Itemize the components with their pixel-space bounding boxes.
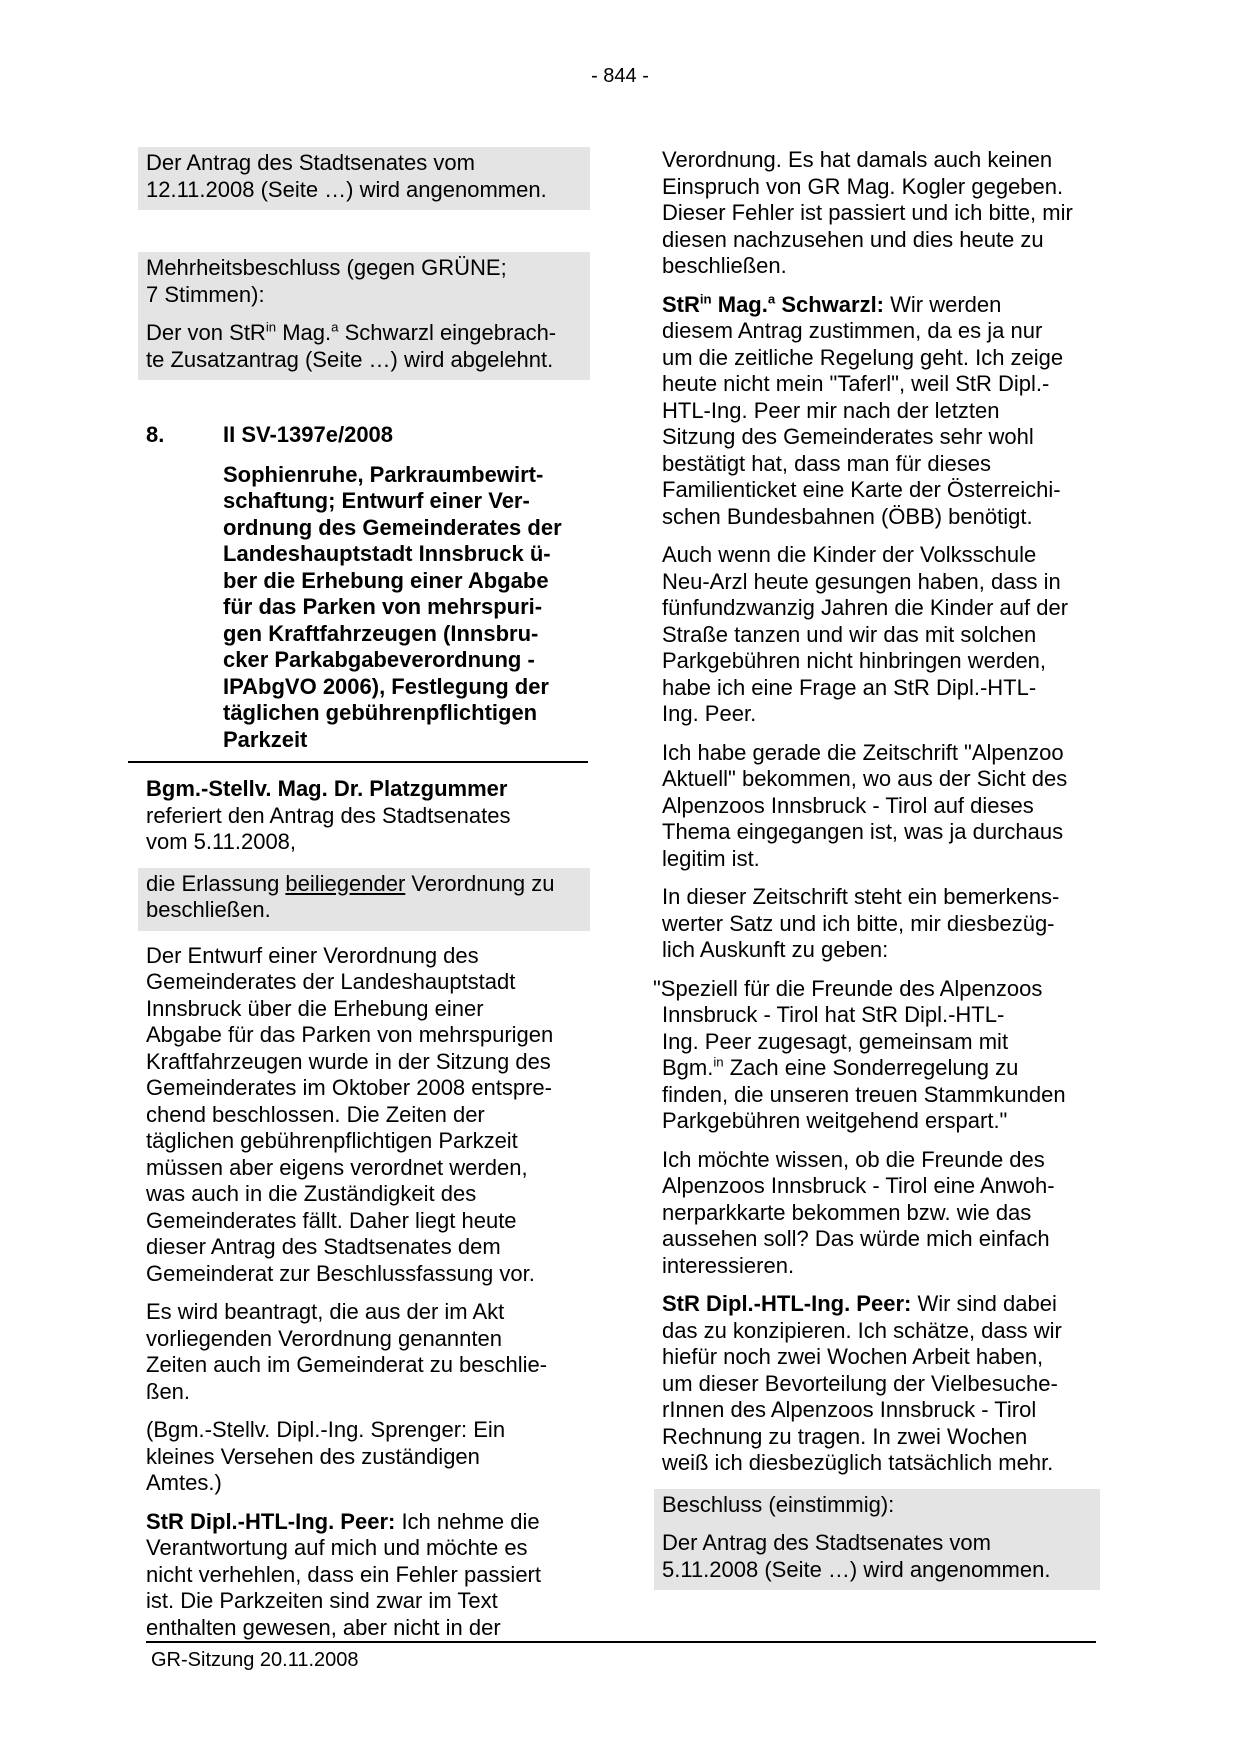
text-run: ist. Die Parkzeiten sind zwar im Text (146, 1588, 498, 1613)
text-run: Ich möchte wissen, ob die Freunde des (662, 1146, 1045, 1172)
text-run: Verordnung zu (405, 870, 555, 896)
text-run: Es wird beantragt, die aus der im Akt (146, 1299, 505, 1324)
question-anwohnerparkkarte (662, 1147, 1100, 1280)
text-run: Innsbruck über die Erhebung einer (146, 995, 484, 1021)
text-run: vom 5.11.2008, (146, 829, 297, 854)
text-run: Der Antrag des Stadtsenates vom (146, 150, 475, 175)
text-run: Aktuell" bekommen, wo aus der Sicht des (662, 766, 1068, 791)
text-run: Alpenzoos Innsbruck - Tirol auf dieses (662, 792, 1034, 818)
sprenger-interjection (146, 1417, 590, 1497)
text-run: cker Parkabgabeverordnung - (223, 647, 535, 672)
text-run: te Zusatzantrag (Seite …) wird abgelehnt. (146, 346, 554, 372)
text-run: Ich habe gerade die Zeitschrift "Alpenzoo (662, 739, 1064, 765)
text-run: Kraftfahrzeugen wurde in der Sitzung des (146, 1048, 551, 1074)
text-run: StR Dipl.-HTL-Ing. Peer: (662, 1291, 912, 1316)
platzgummer-statement (146, 776, 590, 856)
text-run: Einspruch von GR Mag. Kogler gegeben. (662, 173, 1064, 199)
text-run: Alpenzoos Innsbruck - Tirol eine Anwoh- (662, 1173, 1055, 1198)
text-run: beiliegender (285, 870, 406, 896)
text-run: referiert den Antrag des Stadtsenates (146, 802, 511, 828)
text-run: Schwarzl eingebrach- (338, 320, 557, 345)
text-run: Bgm.-Stellv. Mag. Dr. Platzgummer (146, 776, 508, 801)
text-run: Amtes.) (146, 1470, 222, 1495)
text-run: Gemeinderates im Oktober 2008 entspre- (146, 1075, 552, 1100)
text-run: Der von StR (146, 320, 266, 345)
text-run: müssen aber eigens verordnet werden, (146, 1154, 528, 1180)
text-run: heute nicht mein "Taferl", weil StR Dipl.- (662, 371, 1050, 396)
text-run: Mag. (276, 320, 332, 345)
text-run: chend beschlossen. Die Zeiten der (146, 1101, 485, 1127)
text-paragraph (146, 776, 590, 856)
text-run: Parkgebühren weitgehend erspart." (662, 1108, 1008, 1133)
text-run: die Erlassung (146, 870, 286, 896)
schwarzl-statement (662, 292, 1100, 531)
text-run: legitim ist. (662, 845, 760, 871)
text-paragraph (662, 1530, 1096, 1583)
text-run: habe ich eine Frage an StR Dipl.-HTL- (662, 674, 1037, 700)
agenda-item-number: 8. (146, 422, 165, 447)
text-run: Ing. Peer zugesagt, gemeinsam mit (662, 1028, 1009, 1054)
text-paragraph (662, 147, 1100, 280)
text-run: kleines Versehen des zuständigen (146, 1443, 480, 1469)
text-run: Sophienruhe, Parkraumbewirt- (223, 461, 544, 487)
text-paragraph (662, 292, 1100, 531)
magazine-quote (653, 975, 1100, 1135)
text-run: fünfundzwanzig Jahren die Kinder auf der (662, 595, 1069, 620)
text-paragraph (146, 1299, 590, 1405)
agenda-item-8-title (223, 462, 590, 754)
text-run: aussehen soll? Das würde mich einfach (662, 1226, 1050, 1251)
text-run: HTL-Ing. Peer mir nach der letzten (662, 397, 1000, 423)
text-run: Ing. Peer. (662, 701, 757, 726)
text-run: täglichen gebührenpflichtigen Parkzeit (146, 1128, 518, 1153)
text-run: Bgm. (662, 1055, 714, 1080)
text-run: Innsbruck - Tirol hat StR Dipl.-HTL- (662, 1002, 1005, 1027)
text-run: Neu-Arzl heute gesungen haben, dass in (662, 568, 1061, 594)
text-run: finden, die unseren treuen Stammkunden (662, 1081, 1066, 1107)
text-run: a (331, 319, 339, 335)
text-run: (Bgm.-Stellv. Dipl.-Ing. Sprenger: Ein (146, 1417, 506, 1442)
text-run: Der Antrag des Stadtsenates vom (662, 1530, 991, 1555)
text-run: Wir sind dabei (911, 1291, 1057, 1316)
text-run: StR Dipl.-HTL-Ing. Peer: (146, 1508, 396, 1534)
text-run: diesen nachzusehen und dies heute zu (662, 226, 1044, 252)
text-run: Schwarzl: (775, 291, 885, 317)
agenda-item-8 (146, 422, 590, 449)
text-run: Abgabe für das Parken von mehrspurigen (146, 1022, 554, 1047)
text-paragraph (223, 462, 590, 754)
text-paragraph (146, 871, 586, 924)
text-run: beschließen. (662, 253, 787, 278)
text-run: 5.11.2008 (Seite …) wird angenommen. (662, 1556, 1051, 1582)
text-run: dieser Antrag des Stadtsenates dem (146, 1234, 501, 1259)
text-run: nerparkkarte bekommen bzw. wie das (662, 1199, 1032, 1225)
text-run: weiß ich diesbezüglich tatsächlich mehr. (662, 1450, 1054, 1475)
text-run: gen Kraftfahrzeugen (Innsbru- (223, 620, 539, 646)
text-run: Parkzeit (223, 726, 308, 752)
text-run: schaftung; Entwurf einer Ver- (223, 488, 530, 513)
text-run: Sitzung des Gemeinderates sehr wohl (662, 424, 1034, 449)
text-run: nicht verhehlen, dass ein Fehler passiert (146, 1561, 541, 1587)
peer-statement-1-continued (662, 147, 1100, 280)
text-run: StR (662, 291, 700, 317)
page-number: - 844 - (591, 65, 649, 87)
text-run: rInnen des Alpenzoos Innsbruck - Tirol (662, 1397, 1037, 1422)
text-run: lich Auskunft zu geben: (662, 937, 889, 962)
text-run: 12.11.2008 (Seite …) wird angenommen. (146, 176, 547, 202)
peer-statement-1 (146, 1509, 590, 1642)
text-paragraph (662, 1492, 1096, 1519)
text-run: Landeshauptstadt Innsbruck ü- (223, 541, 551, 566)
text-run: das zu konzipieren. Ich schätze, dass wir (662, 1317, 1062, 1343)
schwarzl-children-paragraph (662, 542, 1100, 728)
text-run: Gemeinderat zur Beschlussfassung vor. (146, 1260, 535, 1286)
text-paragraph (662, 542, 1100, 728)
alpenzoo-magazine-paragraph (662, 740, 1100, 873)
text-run: beschließen. (146, 897, 271, 922)
text-run: Auch wenn die Kinder der Volksschule (662, 542, 1037, 567)
text-run: Gemeinderates fällt. Daher liegt heute (146, 1207, 517, 1233)
text-run: Rechnung zu tragen. In zwei Wochen (662, 1423, 1028, 1449)
text-run: um dieser Bevorteilung der Vielbesuche- (662, 1370, 1058, 1396)
text-run: vorliegenden Verordnung genannten (146, 1325, 502, 1351)
text-paragraph (662, 884, 1100, 964)
text-paragraph (662, 1147, 1100, 1280)
text-run: diesem Antrag zustimmen, da es ja nur (662, 318, 1043, 343)
text-run: für das Parken von mehrspuri- (223, 594, 543, 619)
text-paragraph (146, 1509, 590, 1642)
agenda-item-code: II SV-1397e/2008 (223, 422, 394, 447)
agenda-title-rule (128, 761, 588, 763)
text-paragraph (146, 320, 586, 373)
text-run: ber die Erhebung einer Abgabe (223, 567, 549, 593)
text-paragraph (653, 975, 1100, 1135)
text-run: Parkgebühren nicht hinbringen werden, (662, 648, 1047, 673)
text-paragraph (146, 943, 590, 1288)
text-run: Verantwortung auf mich und möchte es (146, 1535, 528, 1560)
text-run: ßen. (146, 1378, 191, 1404)
text-run: in (699, 291, 712, 307)
decision-accepted-12-11 (138, 147, 590, 210)
draft-explanation (146, 943, 590, 1288)
left-column (146, 147, 590, 1653)
text-run: IPAbgVO 2006), Festlegung der (223, 673, 549, 699)
text-run: Ich nehme die (395, 1508, 540, 1534)
text-run: Gemeinderates der Landeshauptstadt (146, 969, 516, 994)
footer-text: GR-Sitzung 20.11.2008 (151, 1649, 359, 1671)
text-paragraph (662, 1291, 1100, 1477)
text-run: in (713, 1054, 724, 1070)
text-run: Zach eine Sonderregelung zu (723, 1055, 1019, 1080)
text-run: Dieser Fehler ist passiert und ich bitte, mir (662, 200, 1073, 225)
text-run: a (767, 291, 776, 307)
text-paragraph (146, 255, 586, 308)
text-run: Thema eingegangen ist, was ja durchaus (662, 819, 1064, 844)
text-run: was auch in die Zuständigkeit des (146, 1181, 477, 1206)
majority-decision (138, 252, 590, 380)
text-run: Mag. (711, 291, 768, 317)
text-run: täglichen gebührenpflichtigen (223, 700, 538, 725)
text-run: 7 Stimmen): (146, 281, 265, 307)
text-run: schen Bundesbahnen (ÖBB) benötigt. (662, 503, 1033, 529)
remarkable-sentence-paragraph (662, 884, 1100, 964)
text-run: bestätigt hat, dass man für dieses (662, 450, 991, 476)
text-paragraph (662, 740, 1100, 873)
text-run: Der Entwurf einer Verordnung des (146, 942, 479, 968)
text-run: um die zeitliche Regelung geht. Ich zeige (662, 344, 1064, 370)
text-paragraph (146, 150, 586, 203)
text-run: ordnung des Gemeinderates der (223, 514, 562, 540)
text-run: interessieren. (662, 1252, 795, 1278)
text-paragraph (146, 1417, 590, 1497)
footer-divider (146, 1641, 1096, 1643)
peer-statement-2 (662, 1291, 1100, 1477)
text-run: werter Satz und ich bitte, mir diesbezüg- (662, 910, 1055, 936)
motion-highlight (138, 868, 590, 931)
text-run: Beschluss (einstimmig): (662, 1491, 895, 1517)
text-run: Zeiten auch im Gemeinderat zu beschlie- (146, 1352, 548, 1377)
right-column (653, 147, 1100, 1602)
text-run: Mehrheitsbeschluss (gegen GRÜNE; (146, 255, 507, 280)
motion-request (146, 1299, 590, 1405)
text-run: Familienticket eine Karte der Österreichi- (662, 477, 1061, 502)
text-run: hiefür noch zwei Wochen Arbeit haben, (662, 1344, 1044, 1369)
text-run: Straße tanzen und wir das mit solchen (662, 621, 1037, 647)
text-run: Wir werden (884, 291, 1002, 317)
text-run: "Speziell für die Freunde des Alpenzoos (653, 975, 1043, 1001)
text-run: enthalten gewesen, aber nicht in der (146, 1614, 501, 1640)
text-run: Verordnung. Es hat damals auch keinen (662, 147, 1053, 172)
final-decision-highlight (654, 1489, 1100, 1591)
text-run: In dieser Zeitschrift steht ein bemerkens- (662, 884, 1060, 909)
text-run: in (265, 319, 277, 335)
